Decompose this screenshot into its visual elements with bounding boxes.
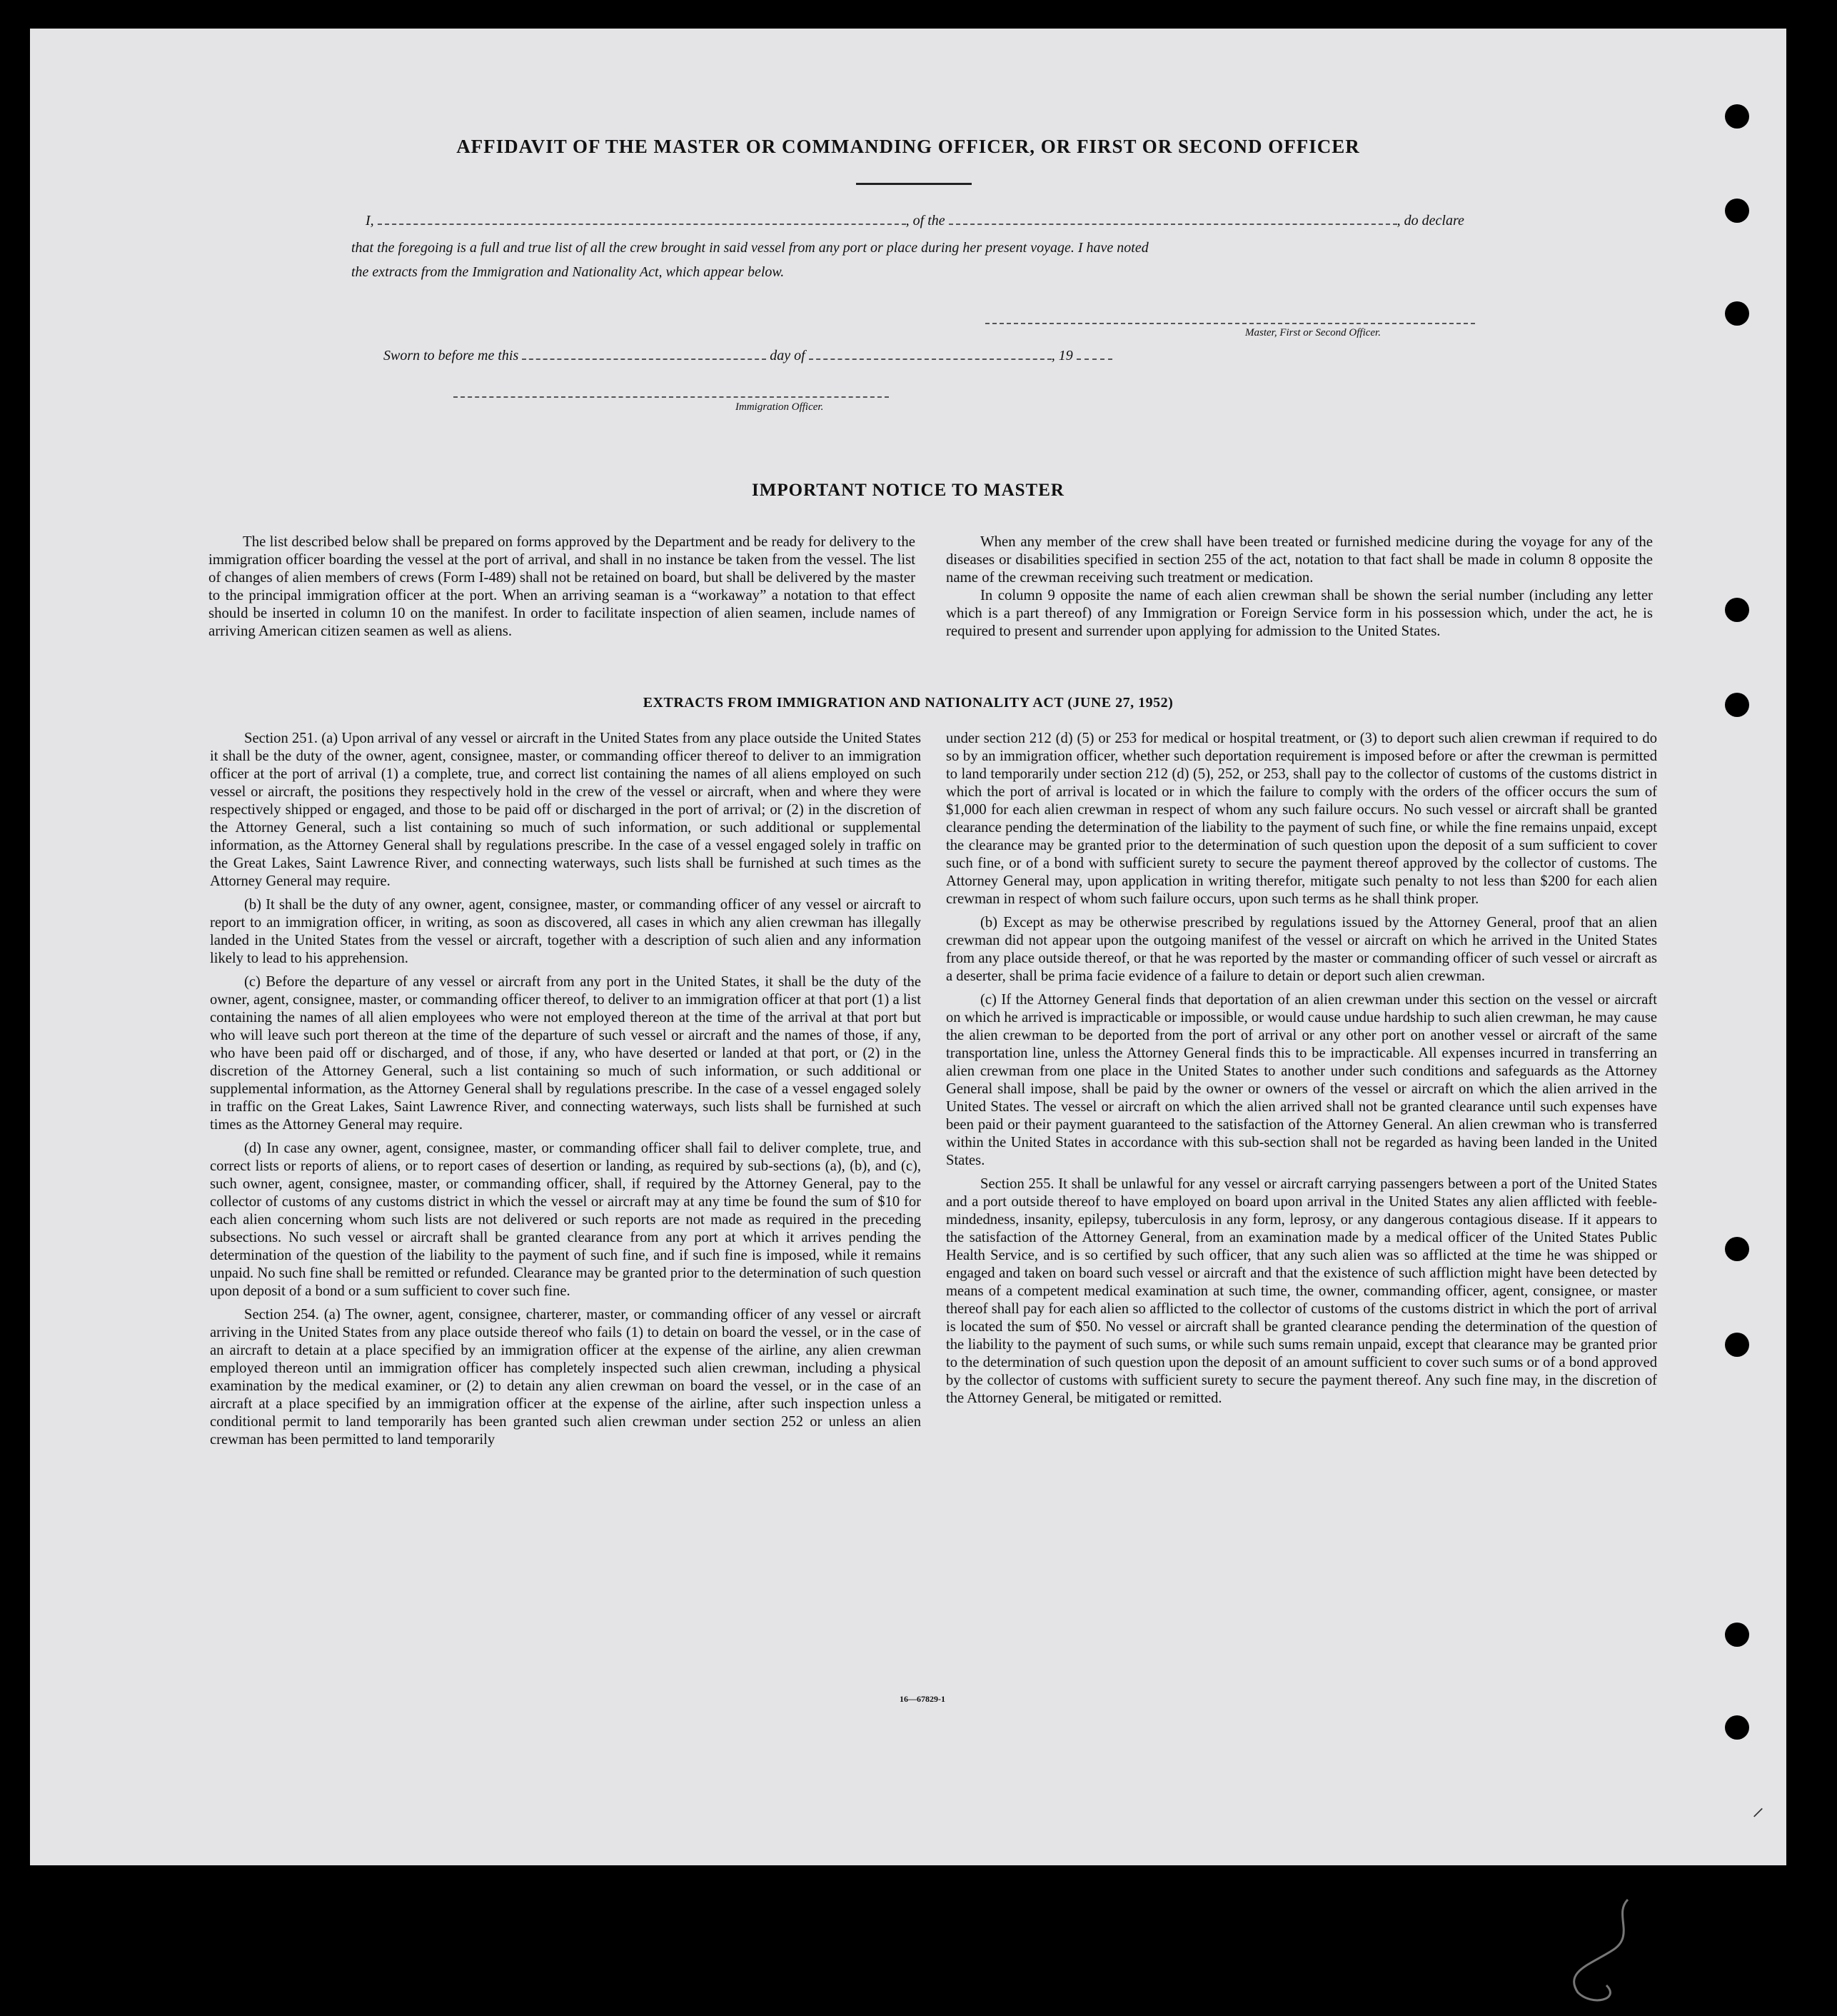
scribble-mark: [1549, 1892, 1649, 2014]
sworn-line: [383, 348, 1112, 364]
binder-hole: [1725, 598, 1749, 622]
title-underline: [856, 183, 972, 185]
binder-hole: [1725, 1333, 1749, 1357]
binder-hole: [1725, 301, 1749, 326]
name-blank: [378, 214, 906, 225]
section-254a: Section 254. (a) The owner, agent, consignee, charterer, master, or commanding officer of any vessel or aircraft arriving in the United States from any place outside thereof who fails (1) to detain on board the vessel, or in the case of an aircraft to detain at a place specified by an immigration officer at the expense of the airline, any alien crewman employed thereon until an immigration officer has completely inspected such alien crewman, including a physical examination by the medical examiner, or (2) to detain any alien crewman on board the vessel, or in the case of an aircraft at a place specified by an immigration officer at the expense of the airline, after such inspection unless a conditional permit to land temporarily has been granted such alien crewman under section 252 or unless an alien crewman has been permitted to land temporarily: [210, 1307, 921, 1448]
notice-left-column: [208, 533, 915, 640]
pencil-check-mark: ⸍: [1752, 1803, 1764, 1832]
sworn-day-of-text: day of: [770, 348, 805, 363]
sworn-month-blank: [809, 348, 1052, 360]
section-251b: (b) It shall be the duty of any owner, agent, consignee, master, or commanding officer of any vessel or aircraft to report to an immigration officer, in writing, as soon as discovered, all cases in which any alien crewman has illegally landed in the United States from the vessel or aircraft, together with a description of such alien and any information likely to lead to his apprehension.: [210, 897, 921, 966]
binder-hole: [1725, 104, 1749, 129]
immigration-officer-label: Immigration Officer.: [735, 401, 824, 413]
statement-line-1: that the foregoing is a full and true list of all the crew brought in said vessel from any port or place during her present voyage. I have noted: [351, 240, 1149, 256]
section-251a: Section 251. (a) Upon arrival of any vessel or aircraft in the United States from any place outside the United States it shall be the duty of the owner, agent, consignee, master, or commanding officer thereof to deliver to an immigration officer at the port of arrival (1) a complete, true, and correct list containing the names of all aliens employed on such vessel or aircraft, the positions they respectively hold in the crew of the vessel or aircraft, when and where they were respectively shipped or engaged, and those to be paid off or discharged in the port of arrival; or (2) in the discretion of the Attorney General, such a list containing so much of such information, or such additional or supplemental information, as the Attorney General shall by regulations prescribe. In the case of a vessel engaged solely in traffic on the Great Lakes, Saint Lawrence River, and connecting waterways, such lists shall be furnished at such times as the Attorney General may require.: [210, 731, 921, 889]
statement-line-2: the extracts from the Immigration and Nationality Act, which appear below.: [351, 264, 785, 280]
master-signature-line: [985, 323, 1475, 324]
binder-hole: [1725, 693, 1749, 717]
sworn-prefix-text: Sworn to before me this: [383, 348, 519, 363]
sworn-year-text: , 19: [1051, 348, 1073, 363]
notice-right-paragraph-2: In column 9 opposite the name of each alien crewman shall be shown the serial number (including any letter which is a part thereof) of any Immigration or Foreign Service form in his possession which, under the act, he is required to present and surrender upon applying for admission to the United States.: [946, 587, 1653, 639]
section-254b: (b) Except as may be otherwise prescribed by regulations issued by the Attorney General, proof that an alien crewman did not appear upon the outgoing manifest of the vessel or aircraft on which he arrived in the United States from any place outside thereof, or that he was reported by the master or commanding officer of such vessel or aircraft as a deserter, shall be prima facie evidence of a failure to detain or deport such alien crewman.: [946, 915, 1657, 984]
extracts-left-column: [210, 730, 921, 1455]
declaration-line: [366, 213, 1464, 229]
declare-i-text: I,: [366, 213, 374, 229]
extracts-title: EXTRACTS FROM IMMIGRATION AND NATIONALITY ACT (JUNE 27, 1952): [643, 695, 1174, 711]
notice-left-paragraph: The list described below shall be prepared on forms approved by the Department and be ready for delivery to the immigration officer boarding the vessel at the port of arrival, and shall in no instance be taken from the vessel. The list of changes of alien members of crews (Form I-489) shall not be retained on board, but shall be delivered by the master to the principal immigration officer at the port. When an arriving seaman is a “workaway” a notation to that effect should be inserted in column 10 on the manifest. In order to facilitate inspection of alien seamen, include names of arriving American citizen seamen as well as aliens.: [208, 533, 915, 639]
sworn-year-blank: [1077, 348, 1112, 360]
extracts-right-column: [946, 730, 1657, 1413]
affidavit-title: AFFIDAVIT OF THE MASTER OR COMMANDING OFFICER, OR FIRST OR SECOND OFFICER: [456, 136, 1360, 157]
binder-hole: [1725, 1623, 1749, 1647]
section-255: Section 255. It shall be unlawful for any vessel or aircraft carrying passengers between a port of the United States and a port outside thereof to have employed on board upon arrival in the United States any alien afflicted with feeble-mindedness, insanity, epilepsy, tuberculosis in any form, leprosy, or any dangerous contagious disease. If it appears to the satisfaction of the Attorney General, from an examination made by a medical officer of the United States Public Health Service, and is so certified by such officer, that any such alien was so afflicted at the time he was shipped or engaged and taken on board such vessel or aircraft and that the existence of such affliction might have been detected by means of a competent medical examination at such time, the owner, commanding officer, agent, consignee, or master thereof shall pay for each alien so afflicted to the collector of customs of the customs district in which the port of arrival is located the sum of $50. No vessel or aircraft shall be granted clearance pending the determination of the question of the liability to the payment of such sums, or while such sums remain unpaid, except that clearance may be granted prior to the determination of such question upon the deposit of an amount sufficient to cover such sums or of a bond approved by the collector of customs with sufficient surety to secure the payment thereof. Any such fine may, in the discretion of the Attorney General, be mitigated or remitted.: [946, 1176, 1657, 1406]
notice-right-paragraph-1: When any member of the crew shall have been treated or furnished medicine during the voyage for any of the diseases or disabilities specified in section 255 of the act, notation to that fact shall be made in column 8 opposite the name of the crewman receiving such treatment or medication.: [946, 533, 1653, 586]
binder-hole: [1725, 199, 1749, 223]
master-signature-label: Master, First or Second Officer.: [1245, 327, 1381, 338]
declare-of-the-text: , of the: [905, 213, 945, 229]
section-254a-continued: under section 212 (d) (5) or 253 for medical or hospital treatment, or (3) to deport such alien crewman if required to do so by an immigration officer, whether such deportation requirement is imposed before or after the crewman is permitted to land temporarily under section 212 (d) (5), 252, or 253, shall pay to the collector of customs of the customs district in which the port of arrival is located or in which the failure to comply with the orders of the officer occurs the sum of $1,000 for each alien crewman in respect of whom any such failure occurs. No such vessel or aircraft shall be granted clearance pending the determination of the liability to the payment of such fine, or while the fine remains unpaid, except the clearance may be granted prior to the determination of such question upon the deposit of a sum sufficient to cover such fine, or of a bond with sufficient surety to secure the payment thereof approved by the collector of customs. The Attorney General may, upon application in writing therefor, mitigate such penalty to not less than $200 for each alien crewman in respect of whom such failure occurs, upon such terms as he shall think proper.: [946, 731, 1657, 907]
form-number: 16—67829-1: [900, 1694, 945, 1704]
vessel-blank: [949, 214, 1397, 225]
notice-right-column: [946, 533, 1653, 640]
binder-hole: [1725, 1237, 1749, 1261]
document-sheet: [30, 29, 1786, 1865]
notice-title: IMPORTANT NOTICE TO MASTER: [752, 481, 1065, 500]
section-251c: (c) Before the departure of any vessel or aircraft from any port in the United States, it shall be the duty of the owner, agent, consignee, master, or commanding officer thereof, to deliver to an immigration officer at that port (1) a list containing the names of all alien employees who were not employed thereon at the time of the arrival at that port but who will leave such port thereon at the time of the departure of such vessel or aircraft and the names of those, if any, who have been paid off or discharged, and of those, if any, who have deserted or landed at that port, or (2) in the discretion of the Attorney General, such a list containing so much of such information, or such additional or supplemental information, as the Attorney General shall by regulations prescribe. In the case of a vessel engaged solely in traffic on the Great Lakes, Saint Lawrence River, and connecting waterways, such lists shall be furnished at such times as the Attorney General may require.: [210, 974, 921, 1133]
section-251d: (d) In case any owner, agent, consignee, master, or commanding officer shall fail to deliver complete, true, and correct lists or reports of aliens, or to report cases of desertion or landing, as required by sub-sections (a), (b), and (c), such owner, agent, consignee, master, or commanding officer, shall, if required by the Attorney General, pay to the collector of customs of any customs district in which the vessel or aircraft may at any time be found the sum of $10 for each alien concerning whom such lists are not delivered or such reports are not made as required in the preceding subsections. No such vessel or aircraft shall be granted clearance from any port at which it arrives pending the determination of the question of the liability to the payment of such fine, and if such fine is imposed, while it remains unpaid. No such fine shall be remitted or refunded. Clearance may be granted prior to the determination of such question upon deposit of a bond or a sum sufficient to cover such fine.: [210, 1140, 921, 1299]
sworn-date-blank: [522, 348, 766, 360]
section-254c: (c) If the Attorney General finds that deportation of an alien crewman under this section on the vessel or aircraft on which he arrived is impracticable or impossible, or would cause undue hardship to such alien crewman, he may cause the alien crewman to be deported from the port of arrival or any other port on another vessel or aircraft of the same transportation line, unless the Attorney General finds this to be impracticable. All expenses incurred in transferring an alien crewman from one place in the United States to another under such conditions and safeguards as the Attorney General shall impose, shall be paid by the owner or owners of the vessel or aircraft on which the alien arrived in the United States. The vessel or aircraft on which the alien arrived shall not be granted clearance until such expenses have been paid or their payment guaranteed to the satisfaction of the Attorney General. An alien crewman who is transferred within the United States in accordance with this sub-section shall not be regarded as having been landed in the United States.: [946, 992, 1657, 1168]
immigration-officer-signature-line: [453, 396, 889, 398]
declare-do-declare-text: , do declare: [1396, 213, 1464, 229]
binder-hole: [1725, 1715, 1749, 1740]
